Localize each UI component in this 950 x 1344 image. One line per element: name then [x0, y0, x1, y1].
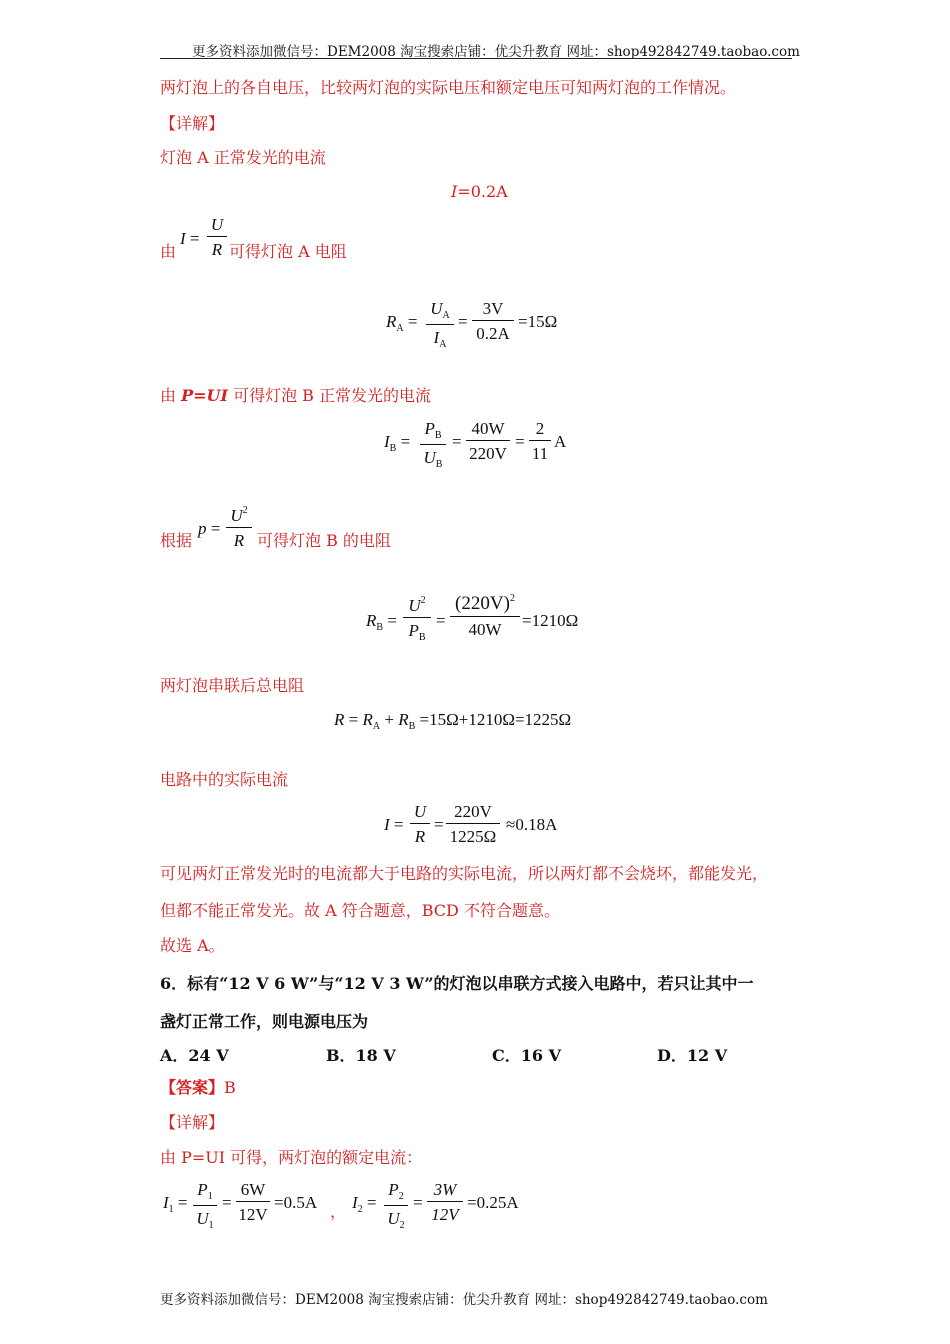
equation-current-1: $I_1$ =	[163, 1193, 188, 1215]
option-d: D．12 V	[657, 1046, 728, 1065]
unit-ampere: A	[554, 432, 567, 451]
comma-separator: ，	[330, 1202, 347, 1221]
equals-sign: =	[452, 432, 462, 451]
question-6-line-2: 盏灯正常工作，则电源电压为	[160, 1012, 369, 1031]
page-header: 更多资料添加微信号：DEM2008 淘宝搜索店铺：优尖升教育 网址：shop492842749.taobao.com	[192, 44, 800, 60]
equation-current-b: $I_B$ =	[384, 432, 411, 454]
equation-actual-current: I =	[384, 815, 404, 834]
detail-heading: 【详解】	[160, 114, 225, 133]
equals-sign: =	[413, 1193, 423, 1212]
fraction-ub2-pb: $U^2$ $P_B$	[403, 596, 431, 643]
ohm-law-suffix: 可得灯泡 A 电阻	[229, 242, 347, 261]
fraction-ua-ia: $U_A$ $I_A$	[426, 300, 454, 350]
fraction-6w-12v: 6W 12V	[236, 1181, 270, 1223]
resistance-b-value: =1210Ω	[522, 611, 579, 630]
conclusion-line-1: 可见两灯正常发光时的电流都大于电路的实际电流，所以两灯都不会烧坏，都能发光，	[160, 864, 769, 883]
power-resistance-suffix: 可得灯泡 B 的电阻	[257, 531, 391, 550]
equals-sign: =	[458, 312, 468, 331]
ohm-law-fraction: U R	[207, 216, 227, 258]
question-6-line-1: 6．标有“12 V 6 W”与“12 V 3 W”的灯泡以串联方式接入电路中，若只让其中一	[160, 974, 754, 993]
intro-paragraph: 两灯泡上的各自电压，比较两灯泡的实际电压和额定电压可知两灯泡的工作情况。	[160, 78, 737, 97]
actual-current-text: 电路中的实际电流	[160, 770, 289, 789]
power-resistance-prefix: 根据	[160, 531, 193, 550]
bulb-a-current-text: 灯泡 A 正常发光的电流	[160, 148, 326, 167]
fraction-220v2-40w: $(220V)^2$ 40W	[450, 594, 520, 638]
fraction-pb-ub: $P_B$ $U_B$	[420, 420, 446, 470]
ohm-law-prefix: 由	[160, 242, 177, 261]
equation-current-2: $I_2$ =	[352, 1193, 377, 1215]
fraction-3w-12v: 3W 12V	[427, 1181, 463, 1223]
option-c: C．16 V	[492, 1046, 561, 1065]
equation-current-a: I=0.2A	[451, 182, 508, 201]
equation-resistance-a: $R_A$ =	[386, 312, 418, 334]
rated-current-text: 由 P=UI 可得，两灯泡的额定电流：	[160, 1148, 423, 1167]
total-resistance-text: 两灯泡串联后总电阻	[160, 676, 305, 695]
option-a: A．24 V	[160, 1046, 229, 1065]
fraction-u2-r: $U^2$ R	[226, 506, 252, 549]
header-divider	[160, 58, 792, 59]
power-resistance-formula: p =	[198, 519, 221, 538]
fraction-u-r: U R	[410, 803, 430, 845]
equals-sign: =	[436, 611, 446, 630]
page-footer: 更多资料添加微信号：DEM2008 淘宝搜索店铺：优尖升教育 网址：shop492842749.taobao.com	[160, 1292, 768, 1308]
fraction-220v-1225: 220V 1225Ω	[446, 803, 500, 845]
detail-heading-2: 【详解】	[160, 1113, 225, 1132]
equation-resistance-b: $R_B$ =	[366, 611, 397, 633]
fraction-3v-02a: 3V 0.2A	[472, 300, 514, 342]
conclusion-line-2: 但都不能正常发光。故 A 符合题意，BCD 不符合题意。	[160, 901, 560, 920]
answer-line: 【答案】B	[160, 1078, 236, 1097]
option-b: B．18 V	[326, 1046, 396, 1065]
fraction-p1-u1: $P_1$ $U_1$	[193, 1181, 217, 1231]
equals-sign: =	[515, 432, 525, 451]
current-2-value: =0.25A	[467, 1193, 519, 1212]
equals-sign: =	[222, 1193, 232, 1212]
resistance-a-value: =15Ω	[518, 312, 558, 331]
fraction-2-11: 2 11	[529, 420, 551, 462]
equation-total-resistance: $R = R_A + R_B =15\Omega+1210\Omega=1225\Omega$	[334, 710, 572, 732]
fraction-p2-u2: $P_2$ $U_2$	[384, 1181, 408, 1231]
current-1-value: =0.5A	[274, 1193, 318, 1212]
fraction-40w-220v: 40W 220V	[466, 420, 510, 462]
choice-statement: 故选 A。	[160, 936, 225, 955]
ohm-law-formula: I =	[180, 229, 200, 248]
equals-sign: =	[434, 815, 444, 834]
power-formula-text: 由 P=UI 可得灯泡 B 正常发光的电流	[160, 386, 432, 405]
actual-current-value: ≈0.18A	[506, 815, 558, 834]
